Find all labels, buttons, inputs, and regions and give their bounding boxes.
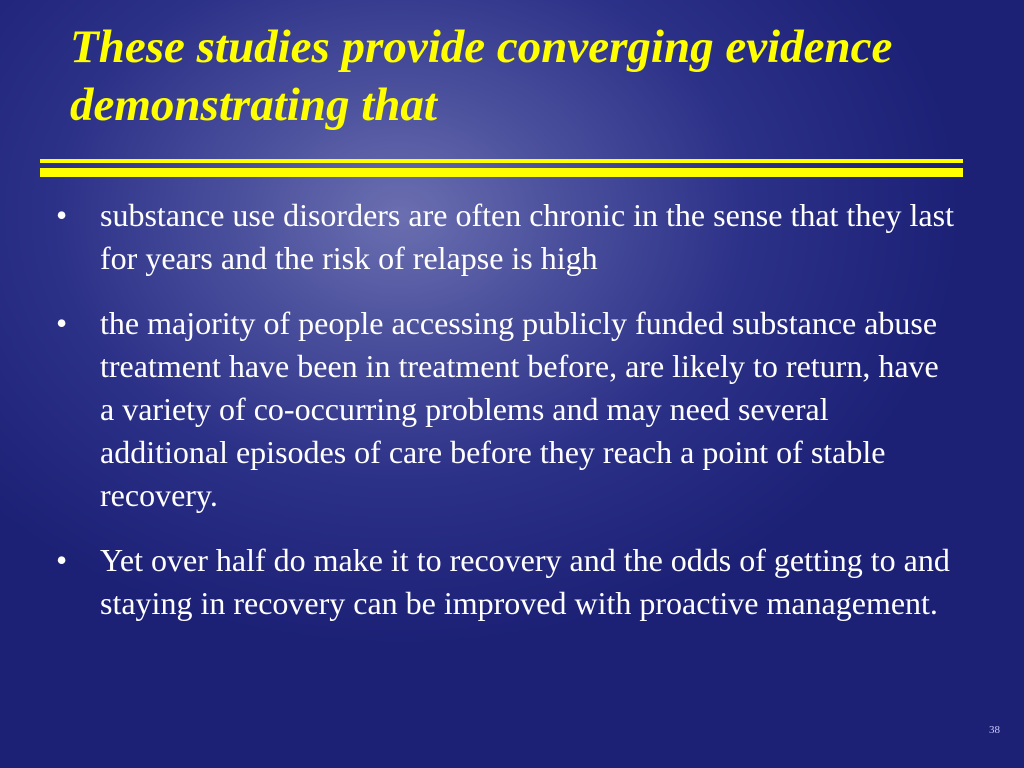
bullet-dot-icon: •	[56, 305, 68, 341]
page-number: 38	[989, 724, 1000, 736]
bullet-text: Yet over half do make it to recovery and the odds of getting to and staying in recovery can be improved with proactive management.	[100, 542, 950, 621]
bullet-dot-icon: •	[56, 542, 68, 578]
slide-title: These studies provide converging evidence demonstrating that	[70, 21, 893, 131]
bullet-list	[56, 194, 956, 647]
bullet-item	[56, 539, 956, 625]
bullet-item	[56, 194, 956, 280]
bullet-dot-icon: •	[56, 197, 68, 233]
bullet-text: the majority of people accessing publicly funded substance abuse treatment have been in treatment before, are likely to return, have a variety of co-occurring problems and may need several additional episodes of care before they reach a point of stable recovery.	[100, 305, 939, 513]
title-divider-thin	[40, 159, 963, 163]
bullet-text: substance use disorders are often chronic in the sense that they last for years and the risk of relapse is high	[100, 197, 954, 276]
bullet-item	[56, 302, 956, 517]
title-divider-thick	[40, 168, 963, 177]
